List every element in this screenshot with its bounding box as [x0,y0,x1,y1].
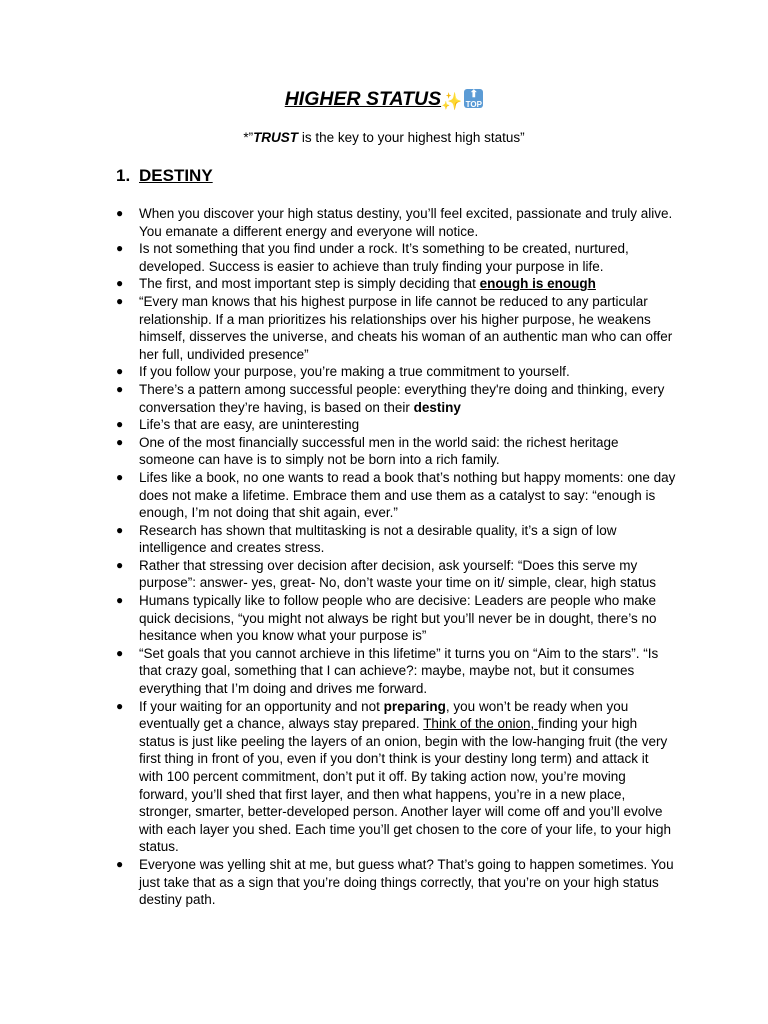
list-item [0,205,768,240]
list-item [0,698,768,856]
list-item-text: Life’s that are easy, are uninteresting [139,417,360,433]
emphasis-enough-is-enough: enough is enough [479,276,596,292]
subtitle-prefix: *” [243,130,254,145]
bullet-icon: ● [116,364,124,379]
bullet-icon: ● [116,698,124,713]
list-item-text: Everyone was yelling shit at me, but guess what? That’s going to happen sometimes. You just take that as a sign that you’re doing things correctly, that you’re on your high status destiny path. [139,856,674,908]
subtitle-rest: is the key to your highest high status” [298,130,525,145]
bullet-icon: ● [116,381,124,396]
list-item-text: Research has shown that multitasking is not a desirable quality, it’s a sign of low intelligence and creates stress. [139,522,617,556]
list-item-text: There’s a pattern among successful people: everything they're doing and thinking, every conversation they’re having, is based on their [139,381,665,415]
bullet-icon: ● [116,856,124,871]
list-item-text: finding your high status is just like peeling the layers of an onion, begin with the low-hanging fruit (the very first thing in front of you, even if you don’t think is your destiny long term) and attack it with 100 percent commitment, don’t put it off. By taking action now, you’re moving forward, you’ll shed that first layer, and then what happens, you’re in a new place, stronger, smarter, better-developed person. Another layer will come off and you’ll evolve with each layer you shed. Each time you’ll get chosen to the core of your life, to your high status. [139,716,672,855]
section-heading [116,164,213,188]
emphasis-preparing: preparing [383,698,446,714]
list-item-text: Rather that stressing over decision after decision, ask yourself: “Does this serve my purpose”: answer- yes, great- No, don’t waste your time on it/ simple, clear, high status [139,557,656,591]
list-item-text: , you won’t be ready when you eventually get a chance, always stay prepared. [139,698,629,732]
list-item [0,381,768,416]
bullet-list [0,205,768,909]
list-item-text: Lifes like a book, no one wants to read a book that’s nothing but happy moments: one day does not make a lifetime. Embrace them and use them as a catalyst to say: “enough is enough, I’m not doing that shit again, ever.” [139,469,676,521]
list-item [0,416,768,434]
list-item [0,469,768,522]
list-item [0,363,768,381]
top-arrow-icon [464,89,483,108]
list-item [0,522,768,557]
top-arrow-label: TOP [465,100,482,109]
subtitle-trust: TRUST [253,130,299,145]
list-item-text: Humans typically like to follow people who are decisive: Leaders are people who make quick decisions, “you might not always be right but you’ll never be in dought, there’s no hesitance when you know what your purpose is” [139,593,657,644]
bullet-icon: ● [116,557,124,572]
list-item [0,592,768,645]
emphasis-think-of-the-onion: Think of the onion, [423,716,539,732]
list-item-text: If your waiting for an opportunity and not [139,698,384,714]
list-item [0,557,768,592]
document-subtitle [0,129,768,147]
list-item-text: Is not something that you find under a rock. It’s something to be created, nurtured, developed. Success is easier to achieve than truly finding your purpose in life. [139,241,629,274]
list-item-text: The first, and most important step is simply deciding that [139,276,480,292]
bullet-icon: ● [116,469,124,484]
bullet-icon: ● [116,417,124,432]
title-text: HIGHER STATUS [284,88,442,110]
list-item-text: If you follow your purpose, you’re making a true commitment to yourself. [139,364,570,380]
list-item [0,275,768,293]
bullet-icon: ● [116,593,124,608]
bullet-icon: ● [116,206,124,220]
document-title [0,86,768,115]
list-item-text: “Set goals that you cannot archieve in this lifetime” it turns you on “Aim to the stars”. “Is that crazy goal, something that I can achieve?: maybe, maybe not, but it consumes everything that I’m doing and drives me forward. [139,645,659,697]
bullet-icon: ● [116,645,124,660]
section-title: DESTINY [139,166,213,185]
emphasis-destiny: destiny [413,399,461,415]
section-number: 1. [116,166,131,185]
list-item-text: One of the most financially successful men in the world said: the richest heritage someone can have is to simply not be born into a rich family. [139,434,619,468]
list-item [0,645,768,698]
bullet-icon: ● [116,293,124,308]
list-item [0,293,768,363]
list-item [0,240,768,275]
list-item [0,434,768,469]
bullet-icon: ● [116,241,124,256]
list-item-text: When you discover your high status destiny, you’ll feel excited, passionate and truly alive. You emanate a different energy and everyone will notice. [139,206,673,239]
bullet-icon: ● [116,434,124,449]
list-item-text: “Every man knows that his highest purpose in life cannot be reduced to any particular relationship. If a man prioritizes his relationships over his higher purpose, he weakens himself, disserves the universe, and cheats his woman of an authentic man who can offer her full, undivided presence” [139,293,673,362]
sparkles-icon: ✨ [441,92,463,111]
bullet-icon: ● [116,522,124,537]
top-arrow-glyph: ⬆ [469,89,478,100]
bullet-icon: ● [116,276,124,291]
list-item [0,856,768,909]
